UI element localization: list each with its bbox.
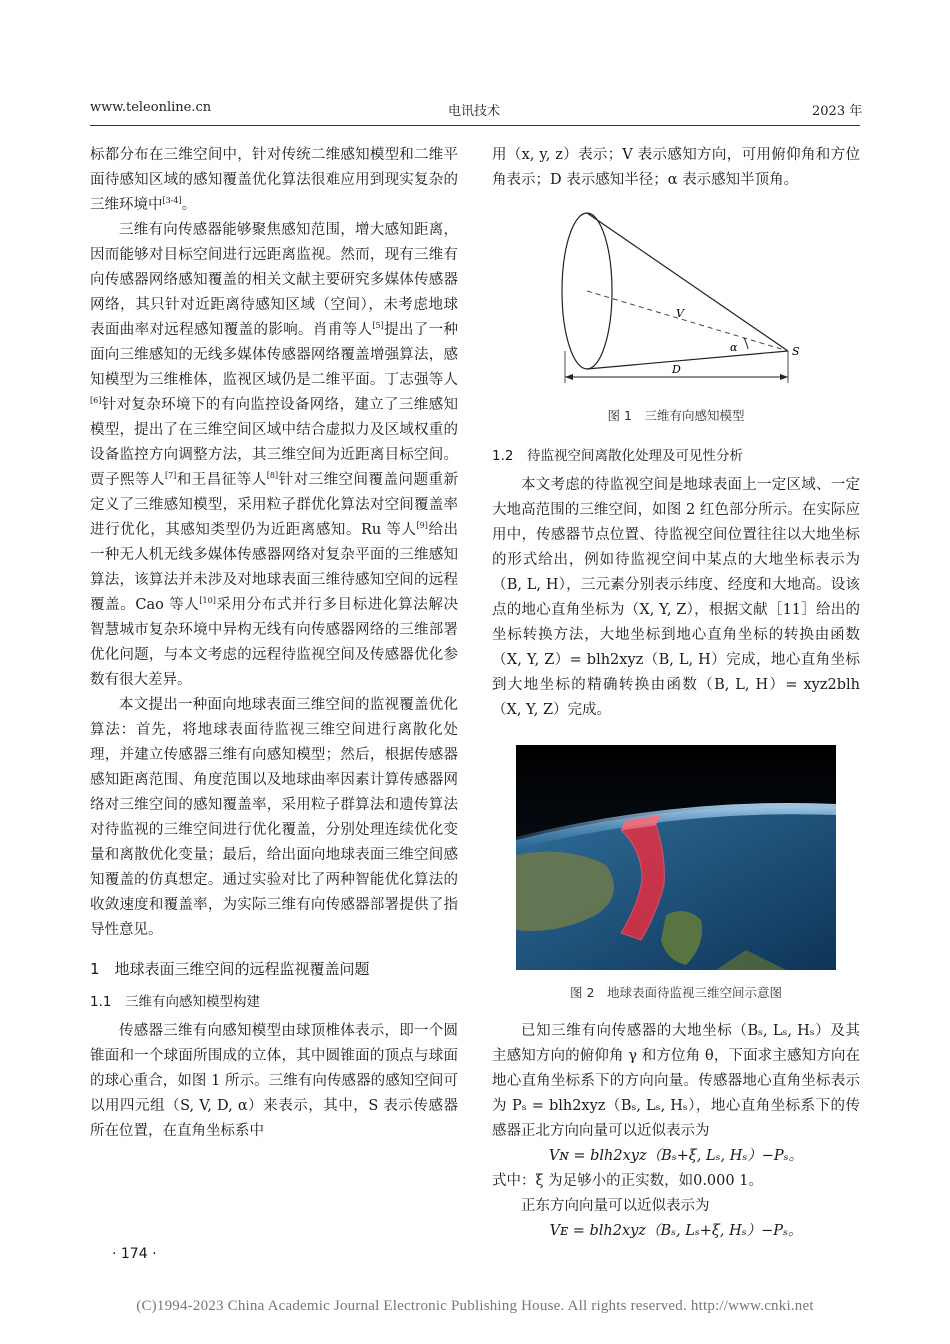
- right-column: [492, 143, 860, 1244]
- equation-north-vector: Vɴ = blh2xyz（Bₛ+ξ, Lₛ, Hₛ）−Pₛ。: [548, 1148, 804, 1164]
- cone-upper-edge: [587, 213, 788, 351]
- arrow-left: [565, 374, 573, 380]
- label-S: S: [792, 345, 800, 358]
- earth-render: [516, 745, 836, 970]
- text: 采用分布式并行多目标进化算法解决智慧城市复杂环境中异构无线有向传感器网络的三维部署优化问题，与本文考虑的远程待监视空间及传感器优化参数有很大差异。: [90, 597, 459, 688]
- citation: [9]: [416, 521, 428, 531]
- paragraph-5: 用（x, y, z）表示；V 表示感知方向，可用俯仰角和方位角表示；D 表示感知半径；α 表示感知半顶角。: [492, 147, 860, 188]
- figure-1-cone-model: [492, 211, 860, 401]
- paragraph-3: 本文提出一种面向地球表面三维空间的监视覆盖优化算法：首先，将地球表面待监视三维空间进行离散化处理，并建立传感器三维有向感知模型；然后，根据传感器感知距离范围、角度范围以及地球曲率因素计算传感器网络对三维空间的感知覆盖率，采用粒子群算法和遗传算法对待监视的三维空间进行优化覆盖，分别处理连续优化变量和离散优化变量；最后，给出面向地球表面三维空间感知覆盖的仿真想定。通过实验对比了两种智能优化算法的收敛速度和覆盖率，为实际三维有向传感器部署提供了指导性意见。: [90, 697, 458, 938]
- citation: [10]: [199, 596, 216, 606]
- text: 。: [181, 197, 197, 213]
- cone-lower-edge: [587, 351, 788, 369]
- section-heading-1: 1 地球表面三维空间的远程监视覆盖问题: [90, 960, 370, 978]
- header-journal: 电讯技术: [448, 104, 501, 119]
- paragraph-6: 本文考虑的待监视空间是地球表面上一定区域、一定大地高范围的三维空间，如图 2 红色部分所示。在实际应用中，传感器节点位置、待监视空间位置往往以大地坐标的形式给出，例如待监视空间中某点的大地坐标表示为（B, L, H），三元素分别表示纬度、经度和大地高。设该点的地心直角坐标为（X, Y, Z），根据文献［11］给出的坐标转换方法，大地坐标到地心直角坐标的转换由函数（X, Y, Z）= blh2xyz（B, L, H）完成，地心直角坐标到大地坐标的精确转换由函数（B, L, H）= xyz2blh（X, Y, Z）完成。: [492, 477, 860, 718]
- text: 针对复杂环境下的有向监控设备网络，建立了三维感知模型，提出了在三维空间区域中结合虚拟力及区域权重的设备监控方向调整方法，其三维空间为近距离目标空间。贾子熙等人: [90, 397, 458, 488]
- citation: [6]: [90, 396, 102, 406]
- citation: [3-4]: [162, 196, 182, 206]
- copyright-footer: (C)1994-2023 China Academic Journal Electronic Publishing House. All rights reserved. http://www.cnki.net: [136, 1298, 814, 1314]
- figure-2-earth-surface: [516, 745, 836, 970]
- paragraph-7: 已知三维有向传感器的大地坐标（Bₛ, Lₛ, Hₛ）及其主感知方向的俯仰角 γ 和方位角 θ，下面求主感知方向在地心直角坐标系下的方向向量。传感器地心直角坐标表示为 Pₛ = blh2xyz（Bₛ, Lₛ, Hₛ），地心直角坐标系下的传感器正北方向向量可以近似表示为: [492, 1023, 860, 1139]
- left-column: [90, 143, 458, 1144]
- paragraph-1: [90, 143, 458, 218]
- citation: [8]: [266, 471, 279, 481]
- subsection-heading-1-2: 1.2 待监视空间离散化处理及可见性分析: [492, 448, 743, 464]
- figure-1-caption: 图 1 三维有向感知模型: [607, 408, 745, 423]
- figure-2-caption: 图 2 地球表面待监视三维空间示意图: [570, 985, 782, 1000]
- subsection-heading-1-1: 1.1 三维有向感知模型构建: [90, 994, 260, 1010]
- header-year: 2023 年: [812, 104, 863, 119]
- text: 和王昌征等人: [176, 472, 267, 488]
- equation-east-vector: Vᴇ = blh2xyz（Bₛ, Lₛ+ξ, Hₛ）−Pₛ。: [549, 1223, 803, 1239]
- header-website: www.teleonline.cn: [90, 100, 212, 115]
- citation: [5]: [372, 321, 384, 331]
- paragraph-9: 正东方向向量可以近似表示为: [521, 1198, 710, 1214]
- arrow-right: [780, 374, 788, 380]
- cone-diagram: [492, 211, 860, 401]
- paragraph-2: [90, 218, 458, 693]
- page-number: · 174 ·: [112, 1246, 157, 1262]
- text: 标都分布在三维空间中，针对传统二维感知模型和二维平面待感知区域的感知覆盖优化算法很难应用到现实复杂的三维环境中: [90, 147, 458, 213]
- label-V: V: [676, 307, 684, 320]
- text: 提出了一种面向三维感知的无线多媒体传感器网络覆盖增强算法，感知模型为三维椎体，监视区域仍是二维平面。丁志强等人: [90, 322, 459, 388]
- label-D: D: [672, 363, 681, 376]
- text: 三维有向传感器能够聚焦感知范围，增大感知距离，因而能够对目标空间进行远距离监视。然而，现有三维有向传感器网络感知覆盖的相关文献主要研究多媒体传感器网络，其只针对近距离待感知区域（空间），未考虑地球表面曲率对远程感知覆盖的影响。肖甫等人: [90, 222, 458, 338]
- label-alpha: α: [730, 341, 738, 354]
- paragraph-4: 传感器三维有向感知模型由球顶椎体表示，即一个圆锥面和一个球面所围成的立体，其中圆锥面的顶点与球面的球心重合，如图 1 所示。三维有向传感器的感知空间可以用四元组（S, V, D, α）来表示，其中，S 表示传感器所在位置，在直角坐标系中: [90, 1023, 458, 1139]
- alpha-arc: [744, 338, 748, 349]
- text: 给出一种无人机无线多媒体传感器网络对复杂平面的三维感知算法，该算法并未涉及对地球表面三维待感知空间的远程覆盖。Cao 等人: [90, 522, 459, 613]
- citation: [7]: [164, 471, 177, 481]
- direction-axis: [587, 291, 788, 351]
- text: 针对三维空间覆盖问题重新定义了三维感知模型，采用粒子群优化算法对空间覆盖率进行优化，其感知类型仍为近距离感知。Ru 等人: [90, 472, 459, 538]
- header-rule: [90, 125, 860, 126]
- paragraph-8: 式中：ξ 为足够小的正实数，如0.000 1。: [492, 1173, 763, 1189]
